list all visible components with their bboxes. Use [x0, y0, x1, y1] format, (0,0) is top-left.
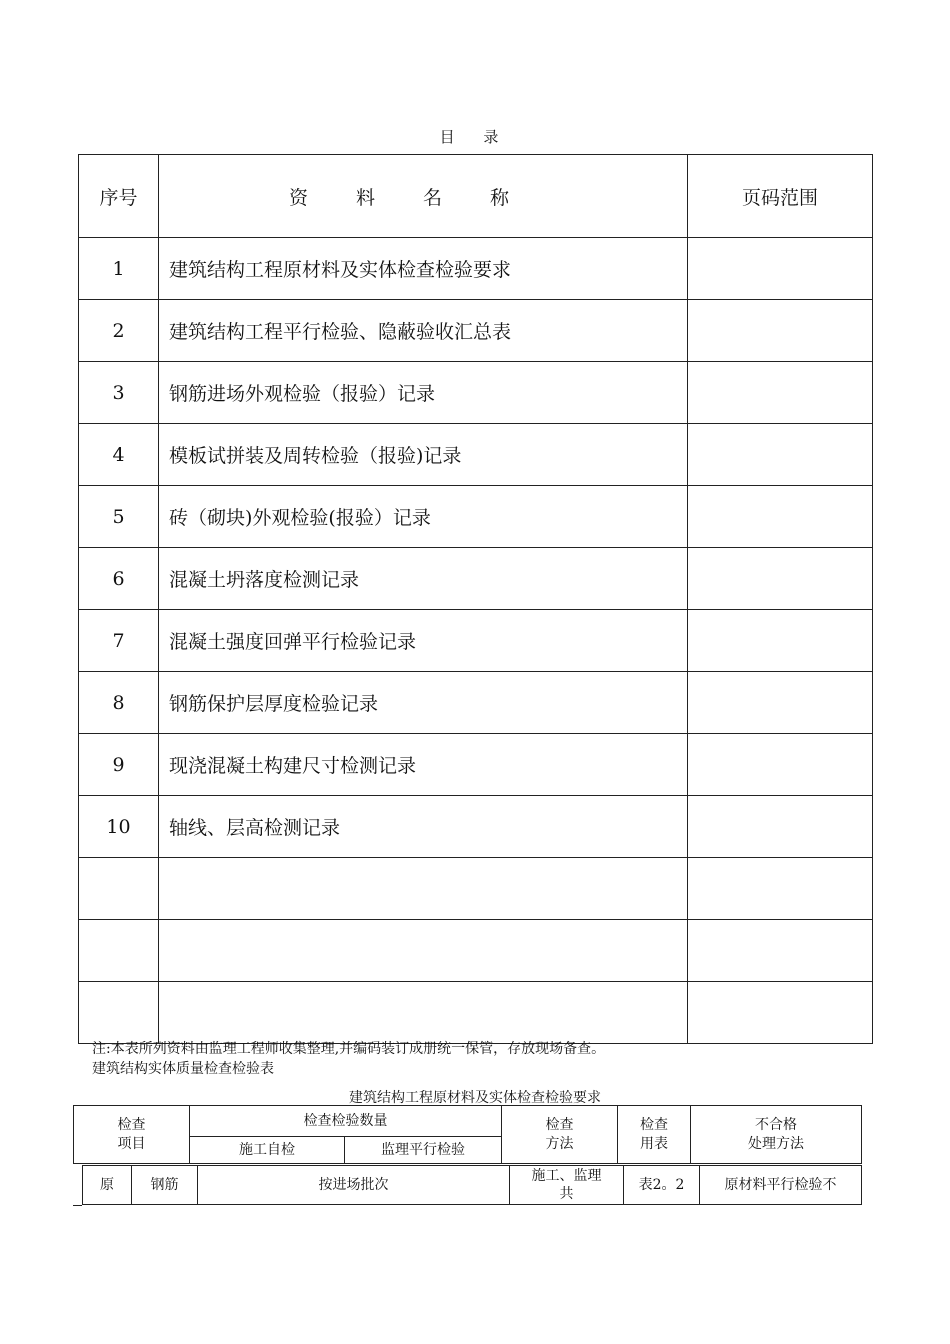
toc-row-page [688, 796, 873, 858]
toc-row-no: 3 [79, 362, 159, 424]
requirements-row [83, 1166, 862, 1205]
toc-row-name [159, 982, 688, 1044]
toc-header-row [79, 155, 873, 238]
toc-row-no: 7 [79, 610, 159, 672]
toc-row [79, 734, 873, 796]
header-self-check: 施工自检 [190, 1137, 345, 1164]
toc-row [79, 300, 873, 362]
toc-row [79, 486, 873, 548]
toc-row-page [688, 858, 873, 920]
toc-row-page [688, 610, 873, 672]
toc-row-no: 10 [79, 796, 159, 858]
toc-row-page [688, 238, 873, 300]
toc-row-name: 现浇混凝土构建尺寸检测记录 [159, 734, 688, 796]
toc-row-name: 混凝土强度回弹平行检验记录 [159, 610, 688, 672]
toc-row-name [159, 920, 688, 982]
toc-row-name: 建筑结构工程平行检验、隐蔽验收汇总表 [159, 300, 688, 362]
toc-row-page [688, 548, 873, 610]
toc-header-page: 页码范围 [688, 155, 873, 238]
toc-row-name: 模板试拼装及周转检验（报验)记录 [159, 424, 688, 486]
requirements-row-table [82, 1165, 862, 1205]
toc-row-no: 2 [79, 300, 159, 362]
toc-table [78, 154, 873, 1044]
row-handling: 原材料平行检验不 [700, 1166, 862, 1205]
toc-row-page [688, 362, 873, 424]
toc-row-page [688, 424, 873, 486]
requirements-title: 建筑结构工程原材料及实体检查检验要求 [349, 1090, 601, 1106]
toc-row-no [79, 858, 159, 920]
toc-row [79, 548, 873, 610]
header-nonconformance: 不合格 处理方法 [691, 1106, 862, 1164]
row-quantity: 按进场批次 [198, 1166, 510, 1205]
toc-row-name: 混凝土坍落度检测记录 [159, 548, 688, 610]
toc-row-name: 砖（砌块)外观检验(报验）记录 [159, 486, 688, 548]
toc-row [79, 982, 873, 1044]
toc-row-no: 9 [79, 734, 159, 796]
toc-row-no: 1 [79, 238, 159, 300]
requirements-header-table [73, 1105, 862, 1164]
toc-header-no: 序号 [79, 155, 159, 238]
toc-row-no: 6 [79, 548, 159, 610]
toc-row-name: 钢筋保护层厚度检验记录 [159, 672, 688, 734]
toc-row-page [688, 486, 873, 548]
toc-row [79, 920, 873, 982]
header-check-form: 检查 用表 [618, 1106, 691, 1164]
toc-row-page [688, 920, 873, 982]
toc-row-no: 8 [79, 672, 159, 734]
toc-row [79, 796, 873, 858]
footnote-line-2: 建筑结构实体质量检查检验表 [92, 1061, 274, 1077]
toc-row-page [688, 734, 873, 796]
row-category: 原 [83, 1166, 132, 1205]
footnote [92, 1039, 605, 1079]
toc-row [79, 858, 873, 920]
toc-row-name [159, 858, 688, 920]
row-method: 施工、监理 共 [510, 1166, 624, 1205]
toc-row-name: 建筑结构工程原材料及实体检查检验要求 [159, 238, 688, 300]
toc-row-name: 轴线、层高检测记录 [159, 796, 688, 858]
toc-header-name: 资料名称 [159, 155, 688, 238]
toc-title: 目 录 [439, 128, 511, 146]
table-stub-line [73, 1205, 82, 1206]
toc-row-no [79, 920, 159, 982]
footnote-line-1: 注:本表所列资料由监理工程师收集整理,并编码装订成册统一保管，存放现场备查。 [92, 1041, 606, 1057]
toc-row-no: 5 [79, 486, 159, 548]
toc-row [79, 238, 873, 300]
row-item: 钢筋 [132, 1166, 198, 1205]
toc-row-name: 钢筋进场外观检验（报验）记录 [159, 362, 688, 424]
toc-row-no: 4 [79, 424, 159, 486]
toc-row-page [688, 672, 873, 734]
header-check-method: 检查 方法 [502, 1106, 618, 1164]
header-check-item: 检查 项目 [74, 1106, 190, 1164]
toc-row [79, 610, 873, 672]
toc-row-page [688, 300, 873, 362]
toc-row [79, 672, 873, 734]
row-form: 表2。2 [624, 1166, 700, 1205]
header-check-quantity: 检查检验数量 [190, 1106, 502, 1137]
toc-row [79, 362, 873, 424]
toc-row-no [79, 982, 159, 1044]
header-parallel-check: 监理平行检验 [345, 1137, 502, 1164]
toc-row-page [688, 982, 873, 1044]
toc-row [79, 424, 873, 486]
